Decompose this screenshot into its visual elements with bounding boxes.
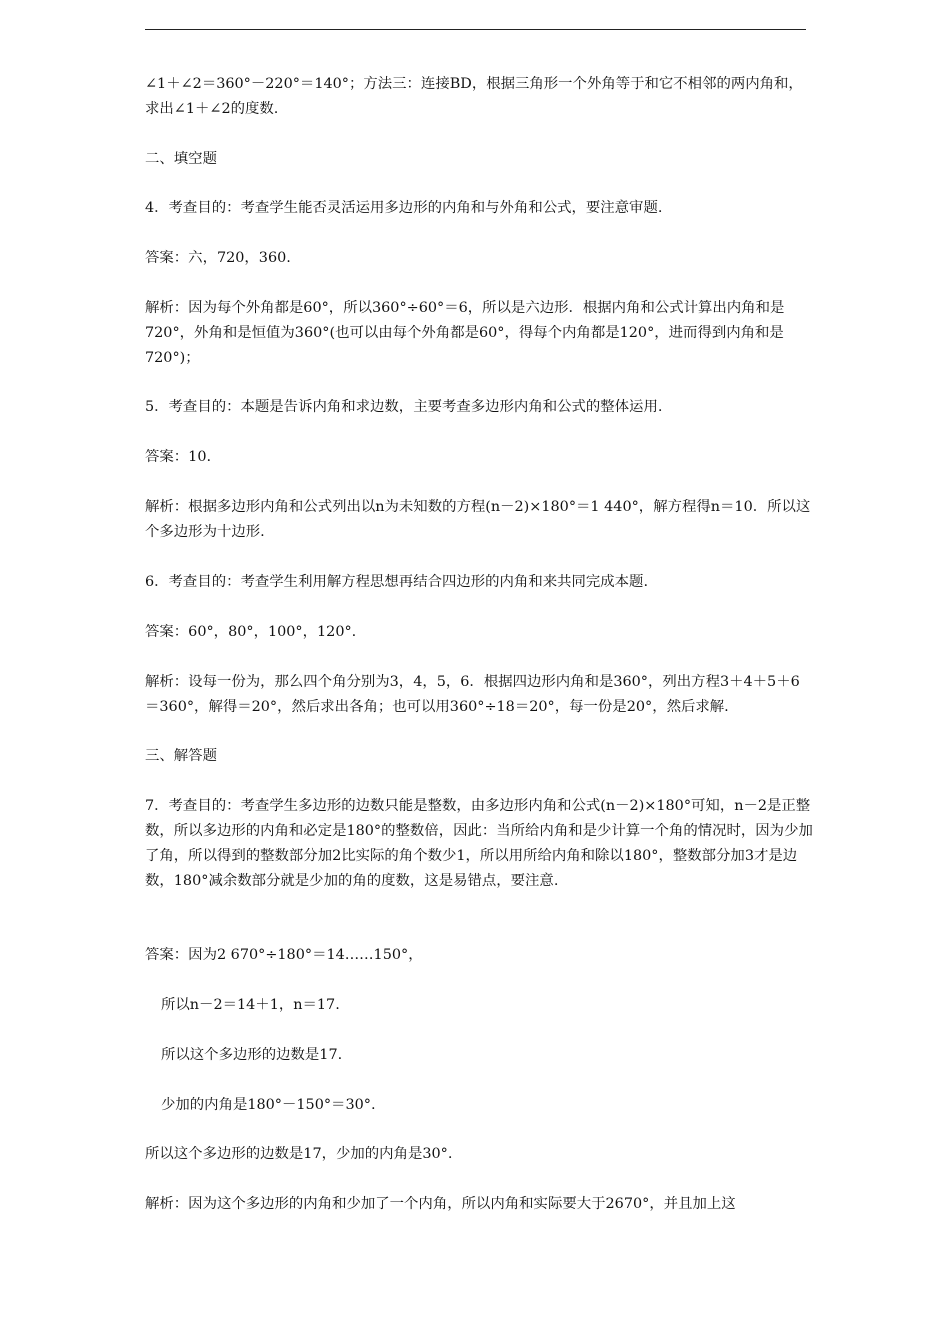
- q4-answer: 答案：六，720，360.: [145, 250, 291, 266]
- q7-conclusion: 所以这个多边形的边数是17，少加的内角是30°.: [145, 1146, 453, 1162]
- section-heading-fill-in: 二、填空题: [145, 151, 217, 167]
- q4-analysis: 解析：因为每个外角都是60°，所以360°÷60°＝6，所以是六边形．根据内角和公式计算出内角和是720°，外角和是恒值为360°(也可以由每个外角都是60°，得每个内角都是120°，进而得到内角和是720°)；: [145, 300, 785, 366]
- q7-step-1: 所以n－2＝14＋1，n＝17.: [161, 997, 340, 1013]
- q6-answer: 答案：60°，80°，100°，120°.: [145, 624, 357, 640]
- header-rule: [145, 29, 806, 30]
- q7-step-3: 少加的内角是180°－150°＝30°.: [161, 1097, 376, 1113]
- paragraph-method-three: ∠1＋∠2＝360°－220°＝140°；方法三：连接BD，根据三角形一个外角等于和它不相邻的两内角和，求出∠1＋∠2的度数.: [145, 76, 803, 117]
- q5-purpose: 5．考查目的：本题是告诉内角和求边数，主要考查多边形内角和公式的整体运用.: [145, 399, 663, 415]
- q5-answer: 答案：10.: [145, 449, 212, 465]
- q7-answer: 答案：因为2 670°÷180°＝14……150°，: [145, 947, 423, 963]
- q7-step-2: 所以这个多边形的边数是17.: [161, 1047, 343, 1063]
- q4-purpose: 4．考查目的：考查学生能否灵活运用多边形的内角和与外角和公式，要注意审题.: [145, 200, 663, 216]
- q6-purpose: 6．考查目的：考查学生利用解方程思想再结合四边形的内角和来共同完成本题.: [145, 574, 649, 590]
- q6-analysis: 解析：设每一份为，那么四个角分别为3，4，5，6．根据四边形内角和是360°，列出方程3＋4＋5＋6＝360°，解得＝20°，然后求出各角；也可以用360°÷18＝20°，每一份是20°，然后求解.: [145, 674, 800, 715]
- section-heading-solutions: 三、解答题: [145, 748, 217, 764]
- q7-purpose: 7．考查目的：考查学生多边形的边数只能是整数，由多边形内角和公式(n－2)×180°可知，n－2是正整数，所以多边形的内角和必定是180°的整数倍，因此：当所给内角和是少计算一个角的情况时，因为少加了角，所以得到的整数部分加2比实际的角个数少1，所以用所给内角和除以180°，整数部分加3才是边数，180°减余数部分就是少加的角的度数，这是易错点，要注意.: [145, 798, 813, 889]
- q5-analysis: 解析：根据多边形内角和公式列出以n为未知数的方程(n－2)×180°＝1 440°，解方程得n＝10．所以这个多边形为十边形.: [145, 499, 811, 540]
- q7-analysis: 解析：因为这个多边形的内角和少加了一个内角，所以内角和实际要大于2670°，并且加上这: [145, 1196, 736, 1212]
